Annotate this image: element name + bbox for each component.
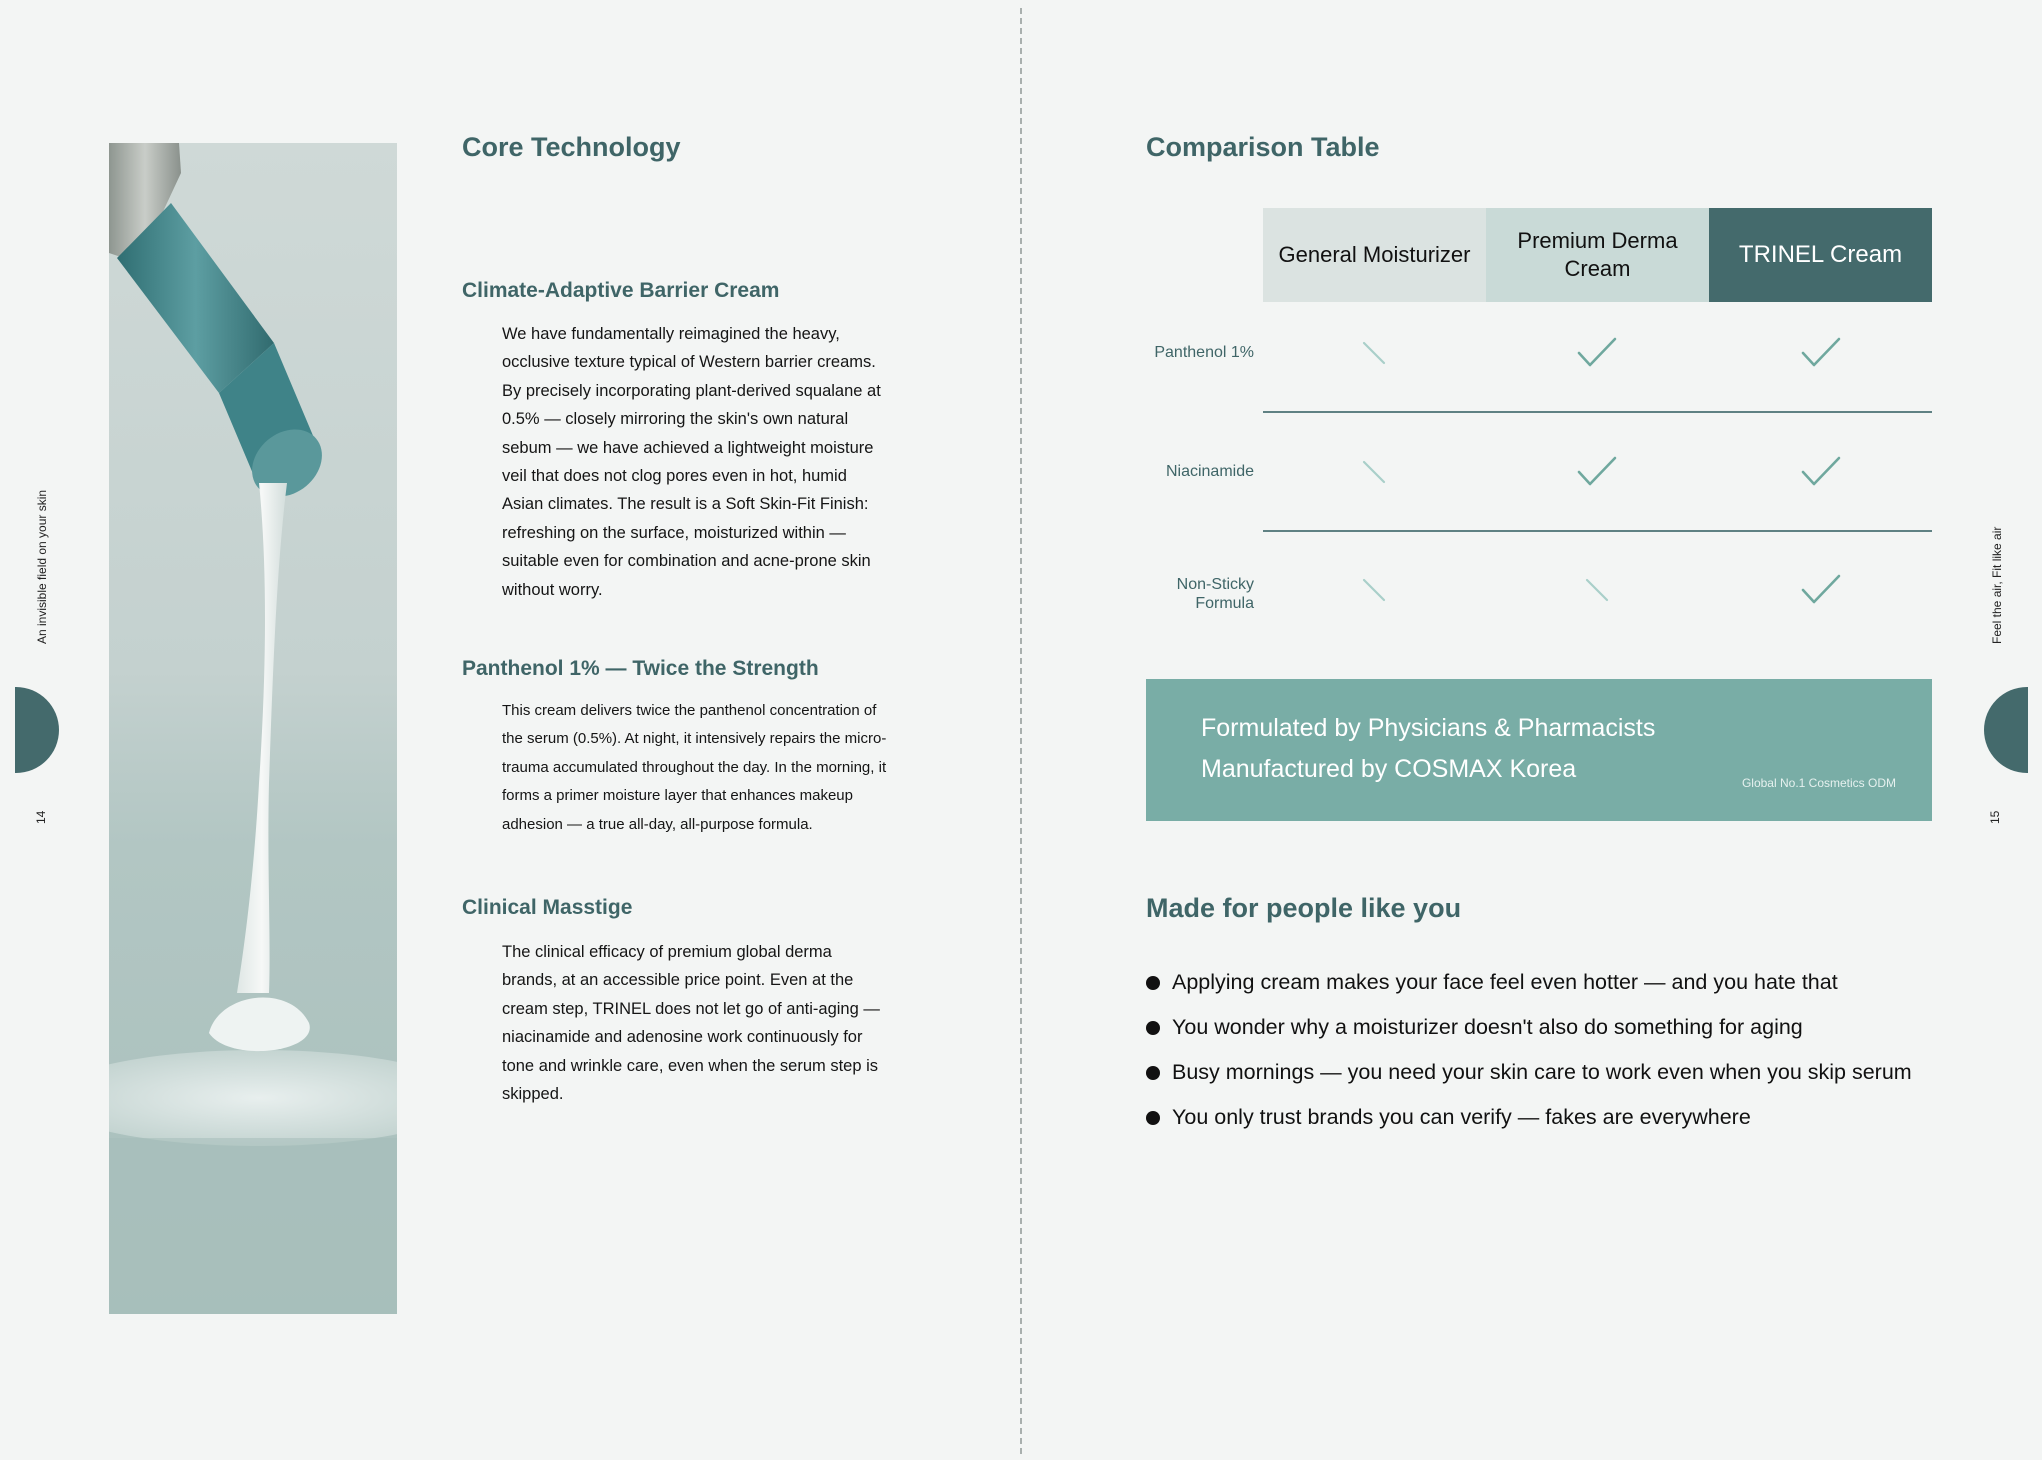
section-body-panthenol (502, 697, 902, 839)
check-icon (1799, 572, 1843, 608)
text-line: skipped. (502, 1085, 564, 1104)
row-divider (1263, 530, 1932, 532)
text-line: refreshing on the surface, moisturized within — (502, 523, 846, 542)
bullet-icon (1146, 1111, 1160, 1125)
column-header-premium (1486, 208, 1709, 302)
row-divider (1263, 411, 1932, 413)
text-line: veil that does not clog pores even in hot, humid (502, 467, 847, 486)
audience-list (1146, 960, 1946, 1140)
text-line: By precisely incorporating plant-derived squalane at (502, 381, 881, 400)
bullet-icon (1146, 1021, 1160, 1035)
comparison-table-title: Comparison Table (1146, 132, 1380, 162)
section-body-barrier (502, 320, 902, 604)
dash-icon (1352, 335, 1396, 371)
text-line: trauma accumulated throughout the day. In the morning, it (502, 758, 887, 776)
bullet-icon (1146, 976, 1160, 990)
check-icon (1575, 454, 1619, 490)
list-item-text: Busy mornings — you need your skin care to work even when you skip serum (1172, 1060, 1912, 1084)
list-item (1146, 1050, 1946, 1095)
left-page-number: 14 (34, 810, 48, 824)
cream-illustration (109, 143, 397, 1314)
left-page-tab (15, 687, 59, 773)
column-header-label: TRINEL Cream (1738, 241, 1903, 268)
core-technology-title: Core Technology (462, 132, 681, 162)
text-line: the serum (0.5%). At night, it intensively repairs the micro- (502, 730, 887, 748)
right-page-number: 15 (1988, 810, 2002, 824)
dash-icon (1352, 572, 1396, 608)
text-line: The clinical efficacy of premium global derma (502, 943, 832, 961)
section-body-masstige (502, 938, 902, 1108)
list-item (1146, 1095, 1946, 1140)
row-label-text: Non-Sticky Formula (1176, 576, 1254, 612)
banner-line-cosmax: Manufactured by COSMAX Korea (1201, 755, 1577, 783)
text-line: adhesion — a true all-day, all-purpose formula. (502, 815, 813, 833)
list-item-text: You wonder why a moisturizer doesn't also do something for aging (1172, 1015, 1803, 1039)
section-heading-panthenol: Panthenol 1% — Twice the Strength (462, 657, 819, 680)
text-line: forms a primer moisture layer that enhances makeup (502, 787, 853, 805)
list-item (1146, 960, 1946, 1005)
right-page-tab (1984, 687, 2028, 773)
page-divider (1020, 8, 1022, 1454)
banner-line-physicians: Formulated by Physicians & Pharmacists (1201, 714, 1656, 742)
text-line: without worry. (502, 580, 603, 599)
text-line: 0.5% — closely mirroring the skin's own natural (502, 410, 849, 429)
row-label-non-sticky (1114, 575, 1254, 613)
section-heading-barrier: Climate-Adaptive Barrier Cream (462, 279, 780, 302)
text-line: This cream delivers twice the panthenol concentration of (502, 702, 877, 719)
list-item-text: Applying cream makes your face feel even hotter — and you hate that (1172, 970, 1838, 994)
column-header-general (1263, 208, 1486, 302)
list-item-text: You only trust brands you can verify — fakes are everywhere (1172, 1105, 1751, 1129)
row-label-niacinamide: Niacinamide (1165, 463, 1254, 480)
text-line: suitable even for combination and acne-prone skin (502, 552, 871, 571)
bullet-icon (1146, 1066, 1160, 1080)
audience-title: Made for people like you (1146, 893, 1462, 923)
dash-icon (1352, 454, 1396, 490)
column-header-label: General Moisturizer (1278, 242, 1471, 267)
dash-icon (1575, 572, 1619, 608)
text-line: brands, at an accessible price point. Even at the (502, 971, 854, 990)
text-line: tone and wrinkle care, even when the serum step is (502, 1056, 879, 1075)
text-line: niacinamide and adenosine work continuously for (502, 1028, 863, 1047)
check-icon (1799, 454, 1843, 490)
check-icon (1799, 335, 1843, 371)
column-header-trinel (1709, 208, 1932, 302)
text-line: sebum — we have achieved a lightweight moisture (502, 438, 874, 457)
cream-pour-photo (109, 143, 397, 1314)
text-line: We have fundamentally reimagined the heavy, (502, 325, 840, 343)
left-side-text: An invisible field on your skin (35, 489, 49, 644)
right-side-text: Feel the air, Fit like air (1990, 526, 2004, 644)
column-header-label: Premium Derma Cream (1517, 228, 1678, 281)
text-line: occlusive texture typical of Western barrier creams. (502, 353, 876, 372)
check-icon (1575, 335, 1619, 371)
manufacturing-banner (1146, 679, 1932, 821)
text-line: Asian climates. The result is a Soft Skin-Fit Finish: (502, 495, 869, 514)
section-heading-masstige: Clinical Masstige (462, 896, 633, 919)
list-item (1146, 1005, 1946, 1050)
text-line: cream step, TRINEL does not let go of anti-aging — (502, 999, 880, 1018)
banner-odm-tag: Global No.1 Cosmetics ODM (1741, 776, 1896, 790)
row-label-panthenol: Panthenol 1% (1154, 344, 1254, 361)
